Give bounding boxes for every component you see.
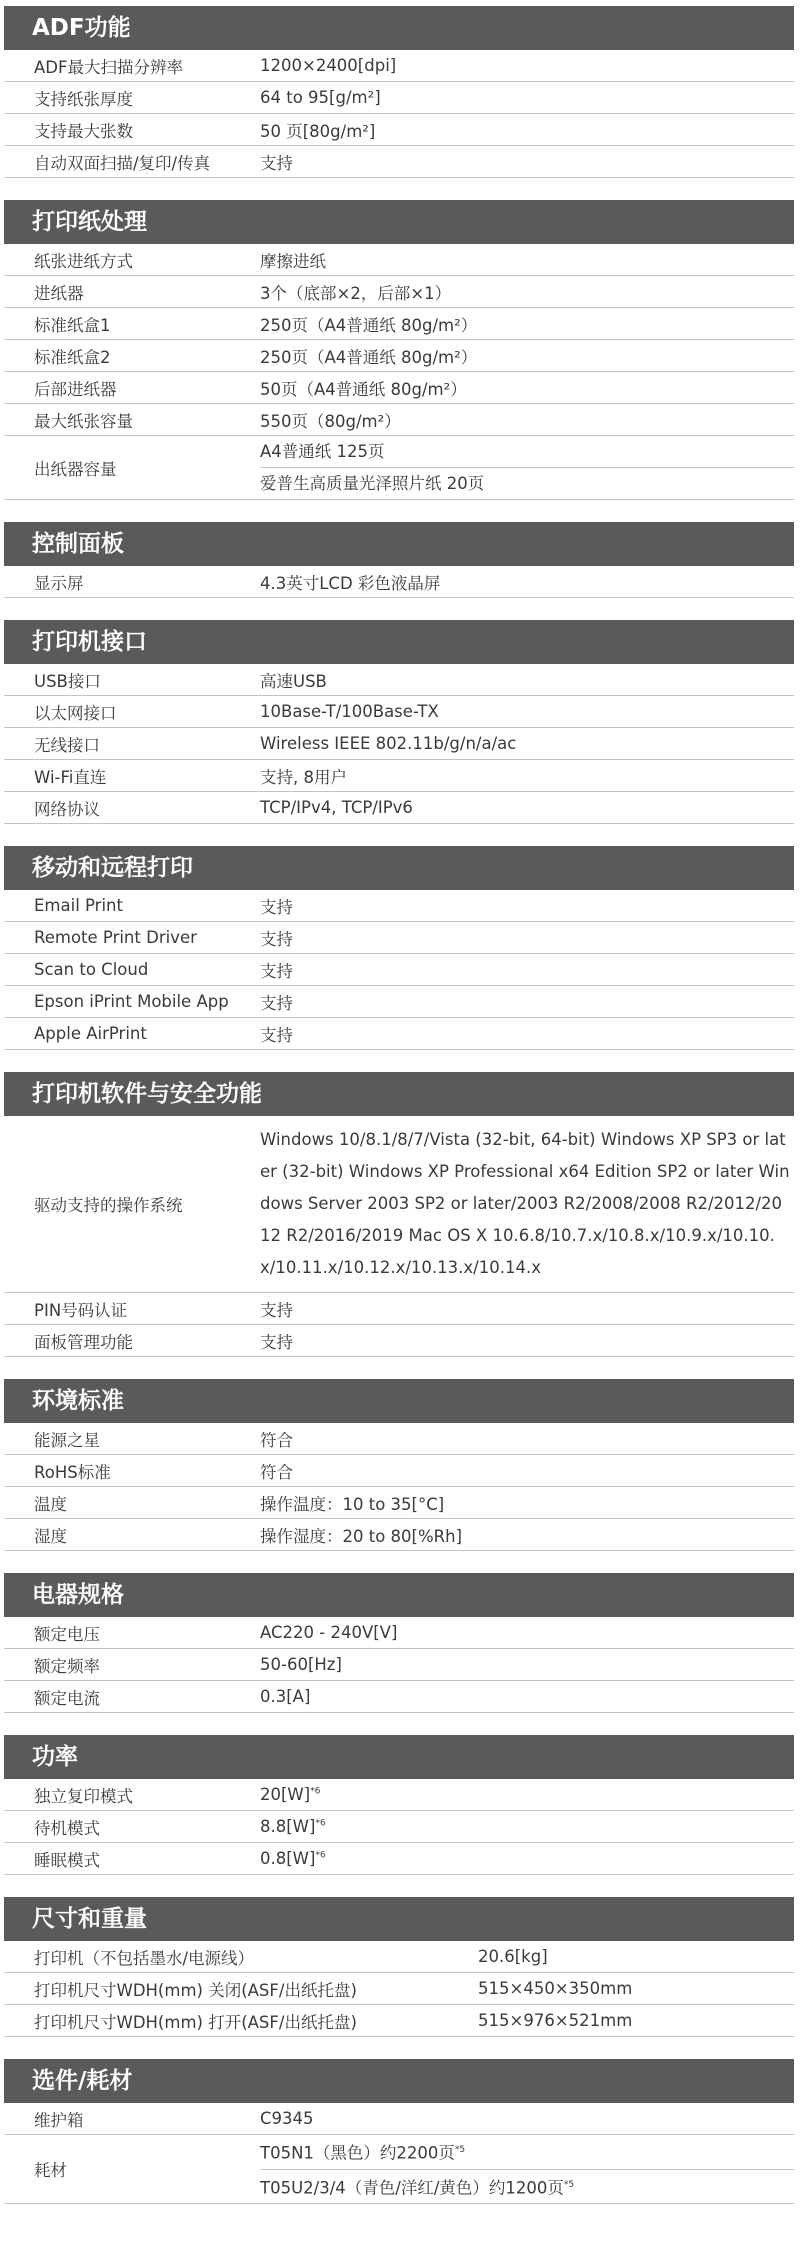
footnote-mark: *6: [310, 1786, 321, 1797]
spec-value-text: 0.8[W]: [260, 1849, 316, 1868]
spec-row: [4, 244, 794, 276]
spec-value: [260, 277, 794, 307]
section-title: 选件/耗材: [4, 2059, 794, 2103]
spec-row: [4, 1843, 794, 1875]
spec-value-text: 支持: [260, 1332, 293, 1352]
spec-value-line: [260, 436, 794, 467]
spec-row: [4, 1779, 794, 1811]
spec-row: [4, 792, 794, 824]
spec-label: 以太网接口: [34, 703, 117, 723]
spec-value: [260, 1116, 794, 1292]
spec-value-text: 高速USB: [260, 671, 327, 691]
spec-section: [4, 846, 794, 1050]
spec-value-text: 符合: [260, 1430, 293, 1450]
spec-row: [4, 922, 794, 954]
footnote-mark: *6: [315, 1818, 326, 1829]
spec-label: Apple AirPrint: [34, 1024, 147, 1043]
spec-value: [260, 1019, 794, 1049]
spec-value-text: 515×976×521mm: [478, 2011, 633, 2030]
spec-value: [260, 405, 794, 435]
spec-label: 额定频率: [34, 1656, 100, 1676]
spec-row: [4, 2005, 794, 2037]
spec-label: 待机模式: [34, 1818, 100, 1838]
spec-row: [4, 728, 794, 760]
section-title: 打印纸处理: [4, 200, 794, 244]
spec-label: 打印机（不包括墨水/电源线）: [34, 1948, 255, 1968]
section-title: 打印机接口: [4, 620, 794, 664]
spec-label: PIN号码认证: [34, 1300, 128, 1320]
spec-section: [4, 1573, 794, 1713]
spec-value: [260, 761, 794, 791]
spec-value: [260, 1782, 794, 1807]
spec-value: [260, 1294, 794, 1324]
spec-label: RoHS标准: [34, 1462, 111, 1482]
section-title: 打印机软件与安全功能: [4, 1072, 794, 1116]
spec-label: 额定电流: [34, 1688, 100, 1708]
spec-row: [4, 50, 794, 82]
section-title: ADF功能: [4, 6, 794, 50]
spec-label: 后部进纸器: [34, 379, 117, 399]
spec-value-line: [260, 467, 794, 499]
spec-label: 进纸器: [34, 283, 84, 303]
spec-row: [4, 1423, 794, 1455]
spec-value: [260, 923, 794, 953]
spec-label: 耗材: [34, 2161, 67, 2180]
spec-row: [4, 1116, 794, 1293]
spec-label: 最大纸张容量: [34, 411, 133, 431]
section-title: 控制面板: [4, 522, 794, 566]
section-title: 电器规格: [4, 1573, 794, 1617]
spec-row: [4, 436, 794, 500]
section-title: 环境标准: [4, 1379, 794, 1423]
spec-label: 能源之星: [34, 1430, 100, 1450]
spec-label: 湿度: [34, 1526, 67, 1546]
spec-label: Wi-Fi直连: [34, 767, 107, 787]
spec-label: ADF最大扫描分辨率: [34, 57, 183, 77]
spec-row: [4, 1811, 794, 1843]
spec-value: [260, 373, 794, 403]
spec-value: [260, 85, 794, 110]
spec-label: 温度: [34, 1494, 67, 1514]
spec-value-text: 支持: [260, 153, 293, 173]
spec-section: [4, 200, 794, 500]
spec-row: [4, 986, 794, 1018]
spec-label: 无线接口: [34, 735, 100, 755]
spec-value: [260, 1326, 794, 1356]
spec-row: [4, 114, 794, 146]
spec-value-text: 1200×2400[dpi]: [260, 56, 397, 75]
spec-value-line: [260, 2169, 794, 2204]
spec-value-text: T05U2/3/4（青色/洋红/黄色）约1200页: [260, 2178, 564, 2197]
spec-section: [4, 1072, 794, 1357]
spec-label: 睡眠模式: [34, 1850, 100, 1870]
section-title: 尺寸和重量: [4, 1897, 794, 1941]
spec-value: [260, 1456, 794, 1486]
spec-value: [260, 891, 794, 921]
spec-label: 独立复印模式: [34, 1786, 133, 1806]
spec-value-text: TCP/IPv4, TCP/IPv6: [260, 798, 413, 817]
spec-value: [260, 1814, 794, 1839]
spec-value: [260, 1684, 794, 1709]
spec-row: [4, 760, 794, 792]
spec-row: [4, 308, 794, 340]
spec-value: [260, 1424, 794, 1454]
spec-row: [4, 2135, 794, 2204]
spec-value-text: 50 页[80g/m²]: [260, 121, 376, 141]
spec-value-text: T05N1（黑色）约2200页: [260, 2143, 455, 2163]
spec-value: [260, 2106, 794, 2131]
footnote-mark: *5: [563, 2179, 575, 2190]
spec-row: [4, 890, 794, 922]
spec-value: [478, 1976, 794, 2001]
spec-value-text: Wireless IEEE 802.11b/g/n/a/ac: [260, 734, 517, 753]
spec-value-text: 符合: [260, 1462, 293, 1482]
spec-value-text: 20.6[kg]: [478, 1947, 548, 1966]
spec-label: 支持最大张数: [34, 121, 133, 141]
spec-value: [260, 795, 794, 820]
spec-row: [4, 664, 794, 696]
spec-value: [260, 245, 794, 275]
spec-value-text: 支持: [260, 897, 293, 917]
spec-value: [478, 2008, 794, 2033]
spec-row: [4, 1293, 794, 1325]
spec-label: 额定电压: [34, 1624, 100, 1644]
spec-row: [4, 1941, 794, 1973]
spec-section: [4, 620, 794, 824]
section-title: 移动和远程打印: [4, 846, 794, 890]
spec-value-text: 550页（80g/m²）: [260, 411, 401, 431]
spec-value-text: 支持: [260, 993, 293, 1013]
spec-value-text: 250页（A4普通纸 80g/m²）: [260, 315, 478, 335]
spec-label: 网络协议: [34, 799, 100, 819]
spec-row: [4, 1519, 794, 1551]
spec-label: 出纸器容量: [34, 459, 117, 479]
spec-row: [4, 954, 794, 986]
spec-value-text: 3个（底部×2，后部×1）: [260, 283, 452, 303]
spec-row: [4, 146, 794, 178]
spec-value-text: 515×450×350mm: [478, 1979, 633, 1998]
spec-value-text: 20[W]: [260, 1785, 311, 1804]
spec-label: 维护箱: [34, 2110, 84, 2130]
spec-value: [260, 341, 794, 371]
spec-value-text: 8.8[W]: [260, 1817, 316, 1836]
spec-label: 标准纸盒1: [34, 315, 111, 335]
spec-label: 显示屏: [34, 573, 84, 593]
spec-row: [4, 1973, 794, 2005]
spec-label: Epson iPrint Mobile App: [34, 992, 229, 1011]
spec-value: [260, 1652, 794, 1677]
spec-value-text: AC220 - 240V[V]: [260, 1623, 398, 1642]
spec-row: [4, 1617, 794, 1649]
spec-value-text: C9345: [260, 2109, 314, 2128]
spec-value-text: 4.3英寸LCD 彩色液晶屏: [260, 573, 441, 593]
spec-label: USB接口: [34, 671, 101, 691]
spec-value-line: [260, 2135, 794, 2169]
spec-value-text: A4普通纸 125页: [260, 442, 385, 461]
spec-value-text: 支持: [260, 961, 293, 981]
spec-value-text: 0.3[A]: [260, 1687, 311, 1706]
spec-row: [4, 1487, 794, 1519]
spec-row: [4, 1681, 794, 1713]
spec-row: [4, 1018, 794, 1050]
spec-value: [260, 955, 794, 985]
spec-row: [4, 404, 794, 436]
spec-value: [260, 567, 794, 597]
spec-value: [260, 1620, 794, 1645]
spec-label: 纸张进纸方式: [34, 251, 133, 271]
spec-row: [4, 1455, 794, 1487]
spec-row: [4, 1649, 794, 1681]
spec-value-text: 支持: [260, 1025, 293, 1045]
spec-value: [260, 1520, 794, 1550]
spec-label: Email Print: [34, 896, 123, 915]
spec-label: Remote Print Driver: [34, 928, 197, 947]
spec-value-text: 操作湿度：20 to 80[%Rh]: [260, 1526, 463, 1546]
spec-row: [4, 340, 794, 372]
spec-value-text: 爱普生高质量光泽照片纸 20页: [260, 474, 485, 493]
spec-value: [260, 309, 794, 339]
spec-value-text: 50-60[Hz]: [260, 1655, 342, 1674]
spec-value-text: 支持: [260, 1300, 293, 1320]
spec-value: [260, 436, 794, 499]
spec-section: [4, 2059, 794, 2204]
spec-section: [4, 1735, 794, 1875]
spec-label: 驱动支持的操作系统: [34, 1196, 183, 1215]
footnote-mark: *6: [315, 1850, 326, 1861]
spec-value-text: 250页（A4普通纸 80g/m²）: [260, 347, 478, 367]
spec-label: 打印机尺寸WDH(mm) 打开(ASF/出纸托盘): [34, 2012, 357, 2032]
spec-value: [260, 53, 794, 78]
spec-value-text: 支持, 8用户: [260, 767, 347, 787]
spec-row: [4, 696, 794, 728]
spec-value-text: 64 to 95[g/m²]: [260, 88, 381, 107]
spec-value-text: 摩擦进纸: [260, 251, 326, 271]
spec-section: [4, 6, 794, 178]
spec-value: [260, 1488, 794, 1518]
spec-label: 面板管理功能: [34, 1332, 133, 1352]
spec-value: [260, 987, 794, 1017]
spec-value-text: 50页（A4普通纸 80g/m²）: [260, 379, 467, 399]
spec-section: [4, 522, 794, 598]
spec-value: [260, 665, 794, 695]
spec-value-text: Windows 10/8.1/8/7/Vista (32-bit, 64-bit) Windows XP SP3 or later (32-bit) Windows XP Professional x64 Edition SP2 or later Windows Server 2003 SP2 or later/2003 R2/2008/2008 R2/2012/2012 R2/2016/2019 Mac OS X 10.6.8/10.7.x/10.8.x/10.9.x/10.10.x/10.11.x/10.12.x/10.13.x/10.14.x: [260, 1130, 790, 1277]
spec-label: 打印机尺寸WDH(mm) 关闭(ASF/出纸托盘): [34, 1980, 357, 2000]
spec-label: 自动双面扫描/复印/传真: [34, 153, 211, 173]
footnote-mark: *5: [454, 2145, 466, 2155]
spec-row: [4, 372, 794, 404]
spec-label: 支持纸张厚度: [34, 89, 133, 109]
spec-value: [478, 1944, 794, 1969]
spec-value: [260, 115, 794, 145]
spec-section: [4, 1897, 794, 2037]
spec-value: [260, 2135, 794, 2203]
spec-label: 标准纸盒2: [34, 347, 111, 367]
spec-value: [260, 1846, 794, 1871]
spec-section: [4, 1379, 794, 1551]
spec-row: [4, 82, 794, 114]
spec-row: [4, 1325, 794, 1357]
spec-row: [4, 566, 794, 598]
spec-value-text: 10Base-T/100Base-TX: [260, 702, 439, 721]
spec-row: [4, 276, 794, 308]
section-title: 功率: [4, 1735, 794, 1779]
spec-row: [4, 2103, 794, 2135]
spec-value-text: 操作温度：10 to 35[°C]: [260, 1494, 445, 1514]
spec-label: Scan to Cloud: [34, 960, 149, 979]
spec-sheet: [4, 0, 794, 2204]
spec-value: [260, 699, 794, 724]
spec-value-text: 支持: [260, 929, 293, 949]
spec-value: [260, 731, 794, 756]
spec-value: [260, 147, 794, 177]
